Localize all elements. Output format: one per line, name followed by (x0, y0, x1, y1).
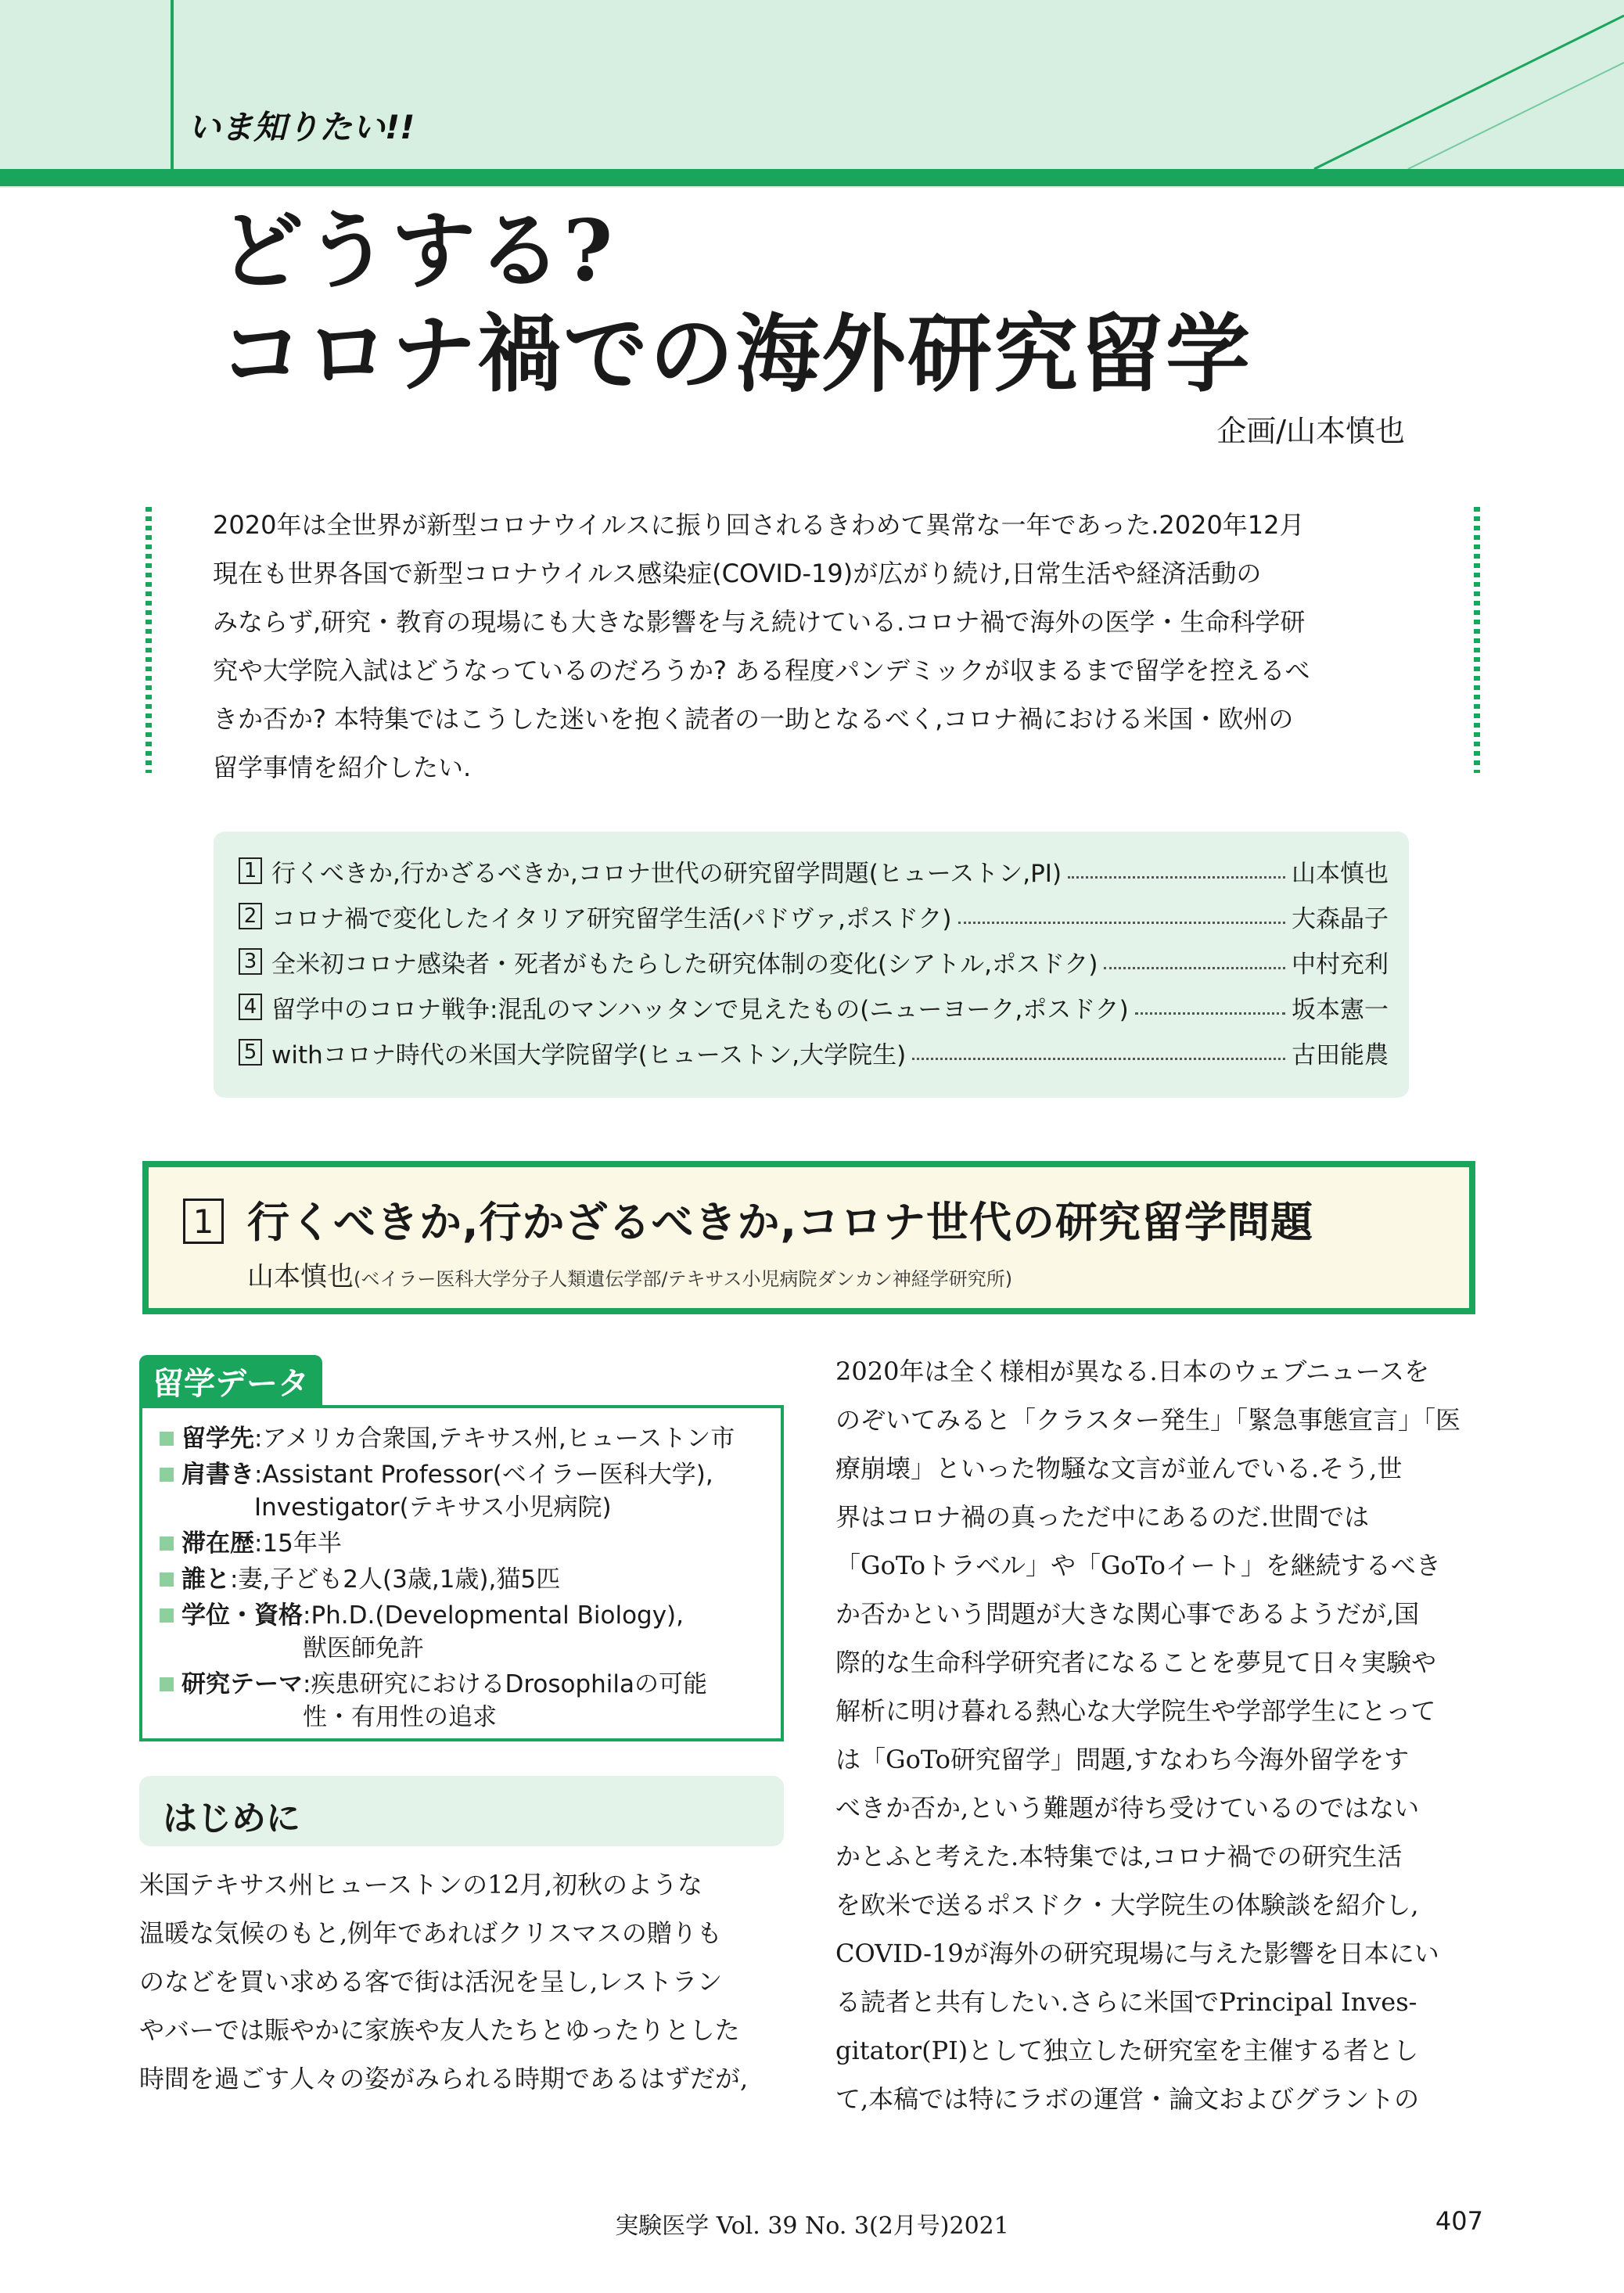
study-data-row (160, 1599, 684, 1665)
bullet-square-icon (160, 1677, 174, 1691)
study-data-value: :疾患研究におけるDrosophilaの可能 性・有用性の追求 (303, 1670, 708, 1731)
body-line: かとふと考えた.本特集では,コロナ禍での研究生活 (835, 1842, 1403, 1871)
author-affiliation: (ベイラー医科大学分子人類遺伝学部/テキサス小児病院ダンカン神経学研究所) (354, 1268, 1013, 1290)
author-name: 山本慎也 (247, 1261, 354, 1292)
body-line: COVID-19が海外の研究現場に与えた影響を日本にい (835, 1939, 1439, 1968)
feature-title (219, 199, 1252, 406)
table-of-contents (214, 832, 1409, 1098)
page-number: 407 (1435, 2206, 1483, 2236)
bullet-square-icon (160, 1608, 174, 1623)
toc-leader-dots (912, 1058, 1285, 1060)
study-data-row (160, 1458, 713, 1524)
intro-line: 究や大学院入試はどうなっているのだろうか? ある程度パンデミックが収まるまで留学を控えるべ (213, 656, 1310, 685)
body-line: は「GoTo研究留学」問題,すなわち今海外留学をす (835, 1745, 1410, 1774)
bullet-square-icon (160, 1572, 174, 1587)
intro-line: 留学事情を紹介したい. (213, 753, 472, 782)
article-number: 1 (183, 1199, 224, 1244)
bullet-square-icon (160, 1432, 174, 1446)
toc-leader-dots (1104, 967, 1285, 969)
toc-title: 全米初コロナ感染者・死者がもたらした研究体制の変化(シアトル,ポスドク) (271, 950, 1098, 979)
section-heading-text: はじめに (163, 1799, 300, 1838)
toc-leader-dots (1068, 876, 1285, 879)
toc-author: 古田能農 (1292, 1040, 1389, 1069)
toc-title: 行くべきか,行かざるべきか,コロナ世代の研究留学問題(ヒューストン,PI) (271, 859, 1062, 888)
toc-author: 大森晶子 (1292, 904, 1389, 933)
body-line: 界はコロナ禍の真っただ中にあるのだ.世間では (835, 1502, 1370, 1532)
toc-item[interactable] (239, 943, 1389, 980)
body-line: 温暖な気候のもと,例年であればクリスマスの贈りも (139, 1918, 722, 1948)
body-line: る読者と共有したい.さらに米国でPrincipal Inves- (835, 1987, 1417, 2017)
toc-title: 留学中のコロナ戦争:混乱のマンハッタンで見えたもの(ニューヨーク,ポスドク) (271, 995, 1129, 1024)
intro-right-bar (1474, 507, 1480, 773)
toc-author: 坂本憲一 (1292, 995, 1389, 1024)
study-data-value: :妻,子ども2人(3歳,1歳),猫5匹 (230, 1565, 561, 1594)
toc-number: 3 (239, 948, 262, 975)
study-data-key: 学位・資格 (181, 1601, 303, 1630)
intro-left-bar (146, 507, 152, 773)
article-author (247, 1255, 1012, 1293)
study-data-box (139, 1405, 784, 1741)
body-line: て,本稿では特にラボの運営・論文およびグラントの (835, 2084, 1420, 2114)
study-data-row (160, 1422, 735, 1455)
study-data-row (160, 1668, 707, 1734)
intro-line: きか否か? 本特集ではこうした迷いを抱く読者の一助となるべく,コロナ禍における米国・欧州の (213, 704, 1294, 734)
intro-line: 2020年は全世界が新型コロナウイルスに振り回されるきわめて異常な一年であった.2020年12月 (213, 510, 1305, 540)
body-line: 療崩壊」といった物騒な文言が並んでいる.そう,世 (835, 1454, 1403, 1483)
study-data-value: :Assistant Professor(ベイラー医科大学), Investigator(テキサス小児病院) (254, 1461, 713, 1522)
study-data-value: :Ph.D.(Developmental Biology), 獣医師免許 (303, 1601, 684, 1662)
study-data-key: 滞在歴 (181, 1529, 254, 1558)
header-stripe (0, 169, 1624, 186)
body-line: べきか否か,という難題が待ち受けているのではない (835, 1793, 1420, 1823)
title-line-2: コロナ禍での海外研究留学 (219, 305, 1252, 404)
study-data-row (160, 1527, 342, 1560)
bullet-square-icon (160, 1536, 174, 1551)
study-data-label: 留学データ (139, 1355, 322, 1407)
body-line: のぞいてみると「クラスター発生」「緊急事態宣言」「医 (835, 1405, 1461, 1435)
planner-credit: 企画/山本慎也 (1216, 414, 1405, 448)
study-data-key: 誰と (181, 1565, 230, 1594)
toc-title: withコロナ時代の米国大学院留学(ヒューストン,大学院生) (271, 1040, 907, 1069)
study-data-value: :アメリカ合衆国,テキサス州,ヒューストン市 (254, 1425, 735, 1453)
body-line: 時間を過ごす人々の姿がみられる時期であるはずだが, (139, 2064, 749, 2094)
toc-item[interactable] (239, 988, 1389, 1026)
toc-number: 1 (239, 857, 262, 884)
toc-item[interactable] (239, 897, 1389, 935)
article-header-box (142, 1161, 1475, 1314)
title-line-1: どうする? (219, 202, 615, 300)
study-data-key: 留学先 (181, 1425, 254, 1453)
bullet-square-icon (160, 1468, 174, 1482)
toc-item[interactable] (239, 852, 1389, 890)
study-data-key: 研究テーマ (181, 1670, 303, 1698)
toc-number: 5 (239, 1039, 262, 1066)
toc-number: 2 (239, 903, 262, 929)
body-column-right (835, 1347, 1486, 2123)
toc-title: コロナ禍で変化したイタリア研究留学生活(パドヴァ,ポスドク) (271, 904, 952, 933)
intro-line: 現在も世界各国で新型コロナウイルス感染症(COVID-19)が広がり続け,日常生活や経済活動の (213, 559, 1262, 588)
intro-line: みならず,研究・教育の現場にも大きな影響を与え続けている.コロナ禍で海外の医学・生命科学研 (213, 607, 1306, 637)
body-line: 米国テキサス州ヒューストンの12月,初秋のような (139, 1870, 703, 1899)
body-line: 解析に明け暮れる熱心な大学院生や学部学生にとって (835, 1696, 1436, 1726)
body-line: を欧米で送るポスドク・大学院生の体験談を紹介し, (835, 1890, 1419, 1920)
toc-author: 中村充利 (1292, 950, 1389, 979)
body-line: やバーでは賑やかに家族や友人たちとゆったりとした (139, 2015, 740, 2045)
study-data-row (160, 1563, 560, 1596)
body-line: 「GoToトラベル」や「GoToイート」を継続するべき (835, 1551, 1441, 1580)
body-line: か否かという問題が大きな関心事であるようだが,国 (835, 1599, 1420, 1629)
study-data-key: 肩書き (181, 1461, 254, 1489)
toc-author: 山本慎也 (1292, 859, 1389, 888)
body-line: のなどを買い求める客で街は活況を呈し,レストラン (139, 1967, 723, 1996)
toc-leader-dots (958, 922, 1286, 924)
header-vertical-line (171, 0, 174, 169)
journal-citation: 実験医学 Vol. 39 No. 3(2月号)2021 (615, 2212, 1009, 2240)
intro-text (213, 501, 1410, 792)
study-data-value: :15年半 (254, 1529, 342, 1558)
toc-number: 4 (239, 994, 262, 1020)
section-heading (139, 1776, 784, 1846)
toc-leader-dots (1135, 1012, 1285, 1015)
series-label: いま知りたい!! (188, 108, 415, 146)
toc-item[interactable] (239, 1033, 1389, 1071)
body-line: 2020年は全く様相が異なる.日本のウェブニュースを (835, 1357, 1430, 1386)
header-diagonal-lines (0, 0, 1624, 188)
body-line: 際的な生命科学研究者になることを夢見て日々実験や (835, 1648, 1437, 1677)
article-title: 行くべきか,行かざるべきか,コロナ世代の研究留学問題 (247, 1198, 1314, 1247)
body-line: gitator(PI)として独立した研究室を主催する者とし (835, 2036, 1419, 2065)
body-column-left (139, 1860, 785, 2103)
